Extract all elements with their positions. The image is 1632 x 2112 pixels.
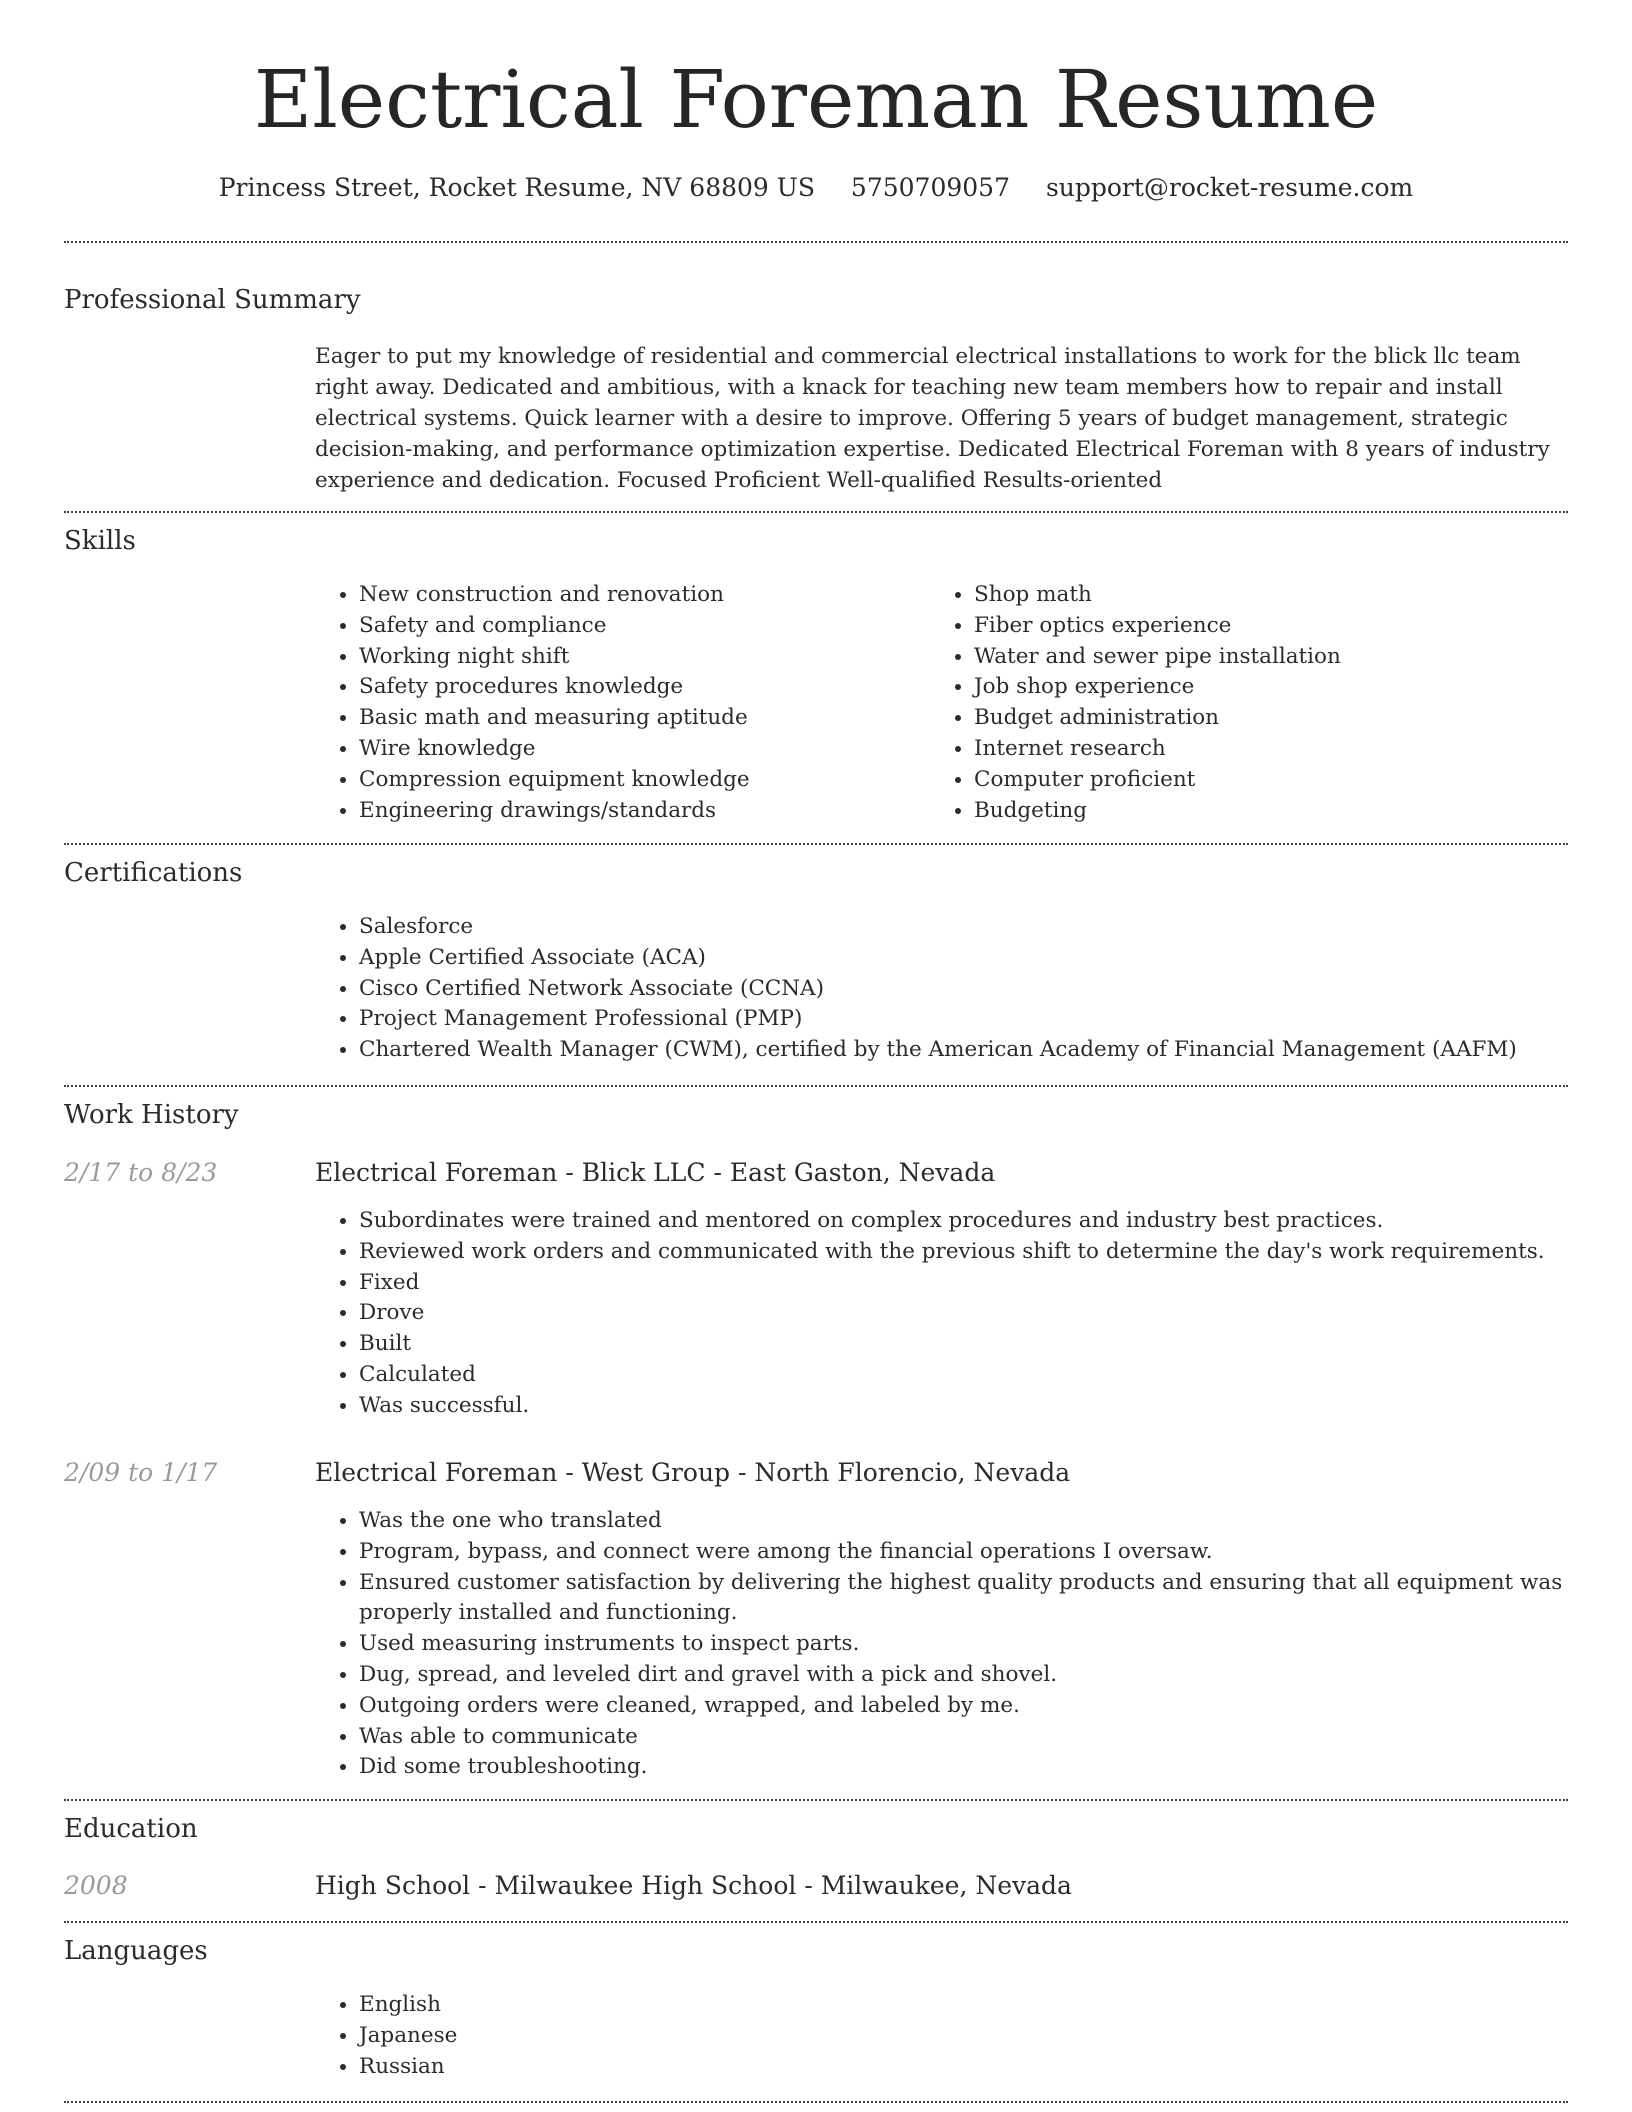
list-item: • Japanese (359, 2021, 1609, 2052)
list-item: • Chartered Wealth Manager (CWM), certified by the American Academy of Financial Management (AAFM) (359, 1035, 1609, 1066)
list-item: • English (359, 1990, 1609, 2021)
contact-address: Princess Street, Rocket Resume, NV 68809 US (218, 173, 815, 202)
list-item: • Calculated (359, 1360, 1609, 1391)
job-title: Electrical Foreman - Blick LLC - East Gaston, Nevada (315, 1158, 996, 1187)
list-item: • Compression equipment knowledge (359, 765, 919, 796)
list-item: • Budget administration (974, 703, 1574, 734)
list-item: • Cisco Certified Network Associate (CCNA) (359, 974, 1609, 1005)
divider (64, 241, 1568, 243)
divider (64, 1799, 1568, 1801)
list-item: • Did some troubleshooting. (359, 1752, 1609, 1783)
summary-text: Eager to put my knowledge of residential and commercial electrical installations to work for the blick llc team right away. Dedicated and ambitious, with a knack for teaching new team members how to repair and install electrical systems. Quick learner with a desire to improve. Offering 5 years of budget management, strategic decision-making, and performance optimization expertise. Dedicated Electrical Foreman with 8 years of industry experience and dedication. Focused Proficient Well-qualified Results-oriented (315, 344, 1550, 493)
list-item: • Drove (359, 1298, 1609, 1329)
list-item: • Project Management Professional (PMP) (359, 1004, 1609, 1035)
contact-line (0, 170, 1632, 206)
contact-phone: 5750709057 (850, 173, 1010, 202)
list-item: • Basic math and measuring aptitude (359, 703, 919, 734)
education-year: 2008 (64, 1871, 128, 1900)
list-item: • New construction and renovation (359, 580, 919, 611)
list-item: • Fixed (359, 1268, 1609, 1299)
list-item: • Fiber optics experience (974, 611, 1574, 642)
list-item: • Budgeting (974, 796, 1574, 827)
list-item: • Wire knowledge (359, 734, 919, 765)
divider (64, 1085, 1568, 1087)
list-item: • Outgoing orders were cleaned, wrapped, and labeled by me. (359, 1691, 1609, 1722)
resume-title: Electrical Foreman Resume (253, 53, 1379, 146)
list-item: • Computer proficient (974, 765, 1574, 796)
job-title: Electrical Foreman - West Group - North Florencio, Nevada (315, 1458, 1071, 1487)
list-item: • Safety procedures knowledge (359, 672, 919, 703)
list-item: • Used measuring instruments to inspect parts. (359, 1629, 1609, 1660)
list-item: • Working night shift (359, 642, 919, 673)
divider (64, 843, 1568, 845)
certifications-list (315, 912, 1609, 1066)
list-item: • Was the one who translated (359, 1506, 1609, 1537)
list-item: • Was able to communicate (359, 1722, 1609, 1753)
job-dates: 2/17 to 8/23 (64, 1158, 218, 1187)
contact-email[interactable]: support@rocket-resume.com (1045, 173, 1414, 202)
list-item: • Shop math (974, 580, 1574, 611)
education-heading: Education (64, 1814, 198, 1844)
skills-list-right (930, 580, 1574, 826)
skills-heading: Skills (64, 526, 136, 556)
list-item: • Built (359, 1329, 1609, 1360)
list-item: • Job shop experience (974, 672, 1574, 703)
languages-heading: Languages (64, 1936, 208, 1966)
list-item: • Internet research (974, 734, 1574, 765)
list-item: • Reviewed work orders and communicated with the previous shift to determine the day's work requirements. (359, 1237, 1609, 1268)
skills-list-left (315, 580, 919, 826)
job-dates: 2/09 to 1/17 (64, 1458, 218, 1487)
list-item: • Engineering drawings/standards (359, 796, 919, 827)
job-bullets (315, 1206, 1609, 1422)
list-item: • Water and sewer pipe installation (974, 642, 1574, 673)
list-item: • Russian (359, 2052, 1609, 2083)
list-item: • Dug, spread, and leveled dirt and gravel with a pick and shovel. (359, 1660, 1609, 1691)
list-item: • Apple Certified Associate (ACA) (359, 943, 1609, 974)
divider (64, 511, 1568, 513)
languages-list (315, 1990, 1609, 2082)
list-item: • Ensured customer satisfaction by delivering the highest quality products and ensuring that all equipment was properly installed and functioning. (359, 1568, 1609, 1630)
list-item: • Was successful. (359, 1391, 1609, 1422)
education-entry: High School - Milwaukee High School - Milwaukee, Nevada (315, 1871, 1072, 1900)
list-item: • Subordinates were trained and mentored on complex procedures and industry best practices. (359, 1206, 1609, 1237)
certifications-heading: Certifications (64, 858, 243, 888)
divider (64, 1921, 1568, 1923)
list-item: • Salesforce (359, 912, 1609, 943)
divider (64, 2101, 1568, 2103)
list-item: • Program, bypass, and connect were among the financial operations I oversaw. (359, 1537, 1609, 1568)
job-bullets (315, 1506, 1609, 1783)
summary-heading: Professional Summary (64, 285, 361, 315)
work-heading: Work History (64, 1100, 239, 1130)
list-item: • Safety and compliance (359, 611, 919, 642)
